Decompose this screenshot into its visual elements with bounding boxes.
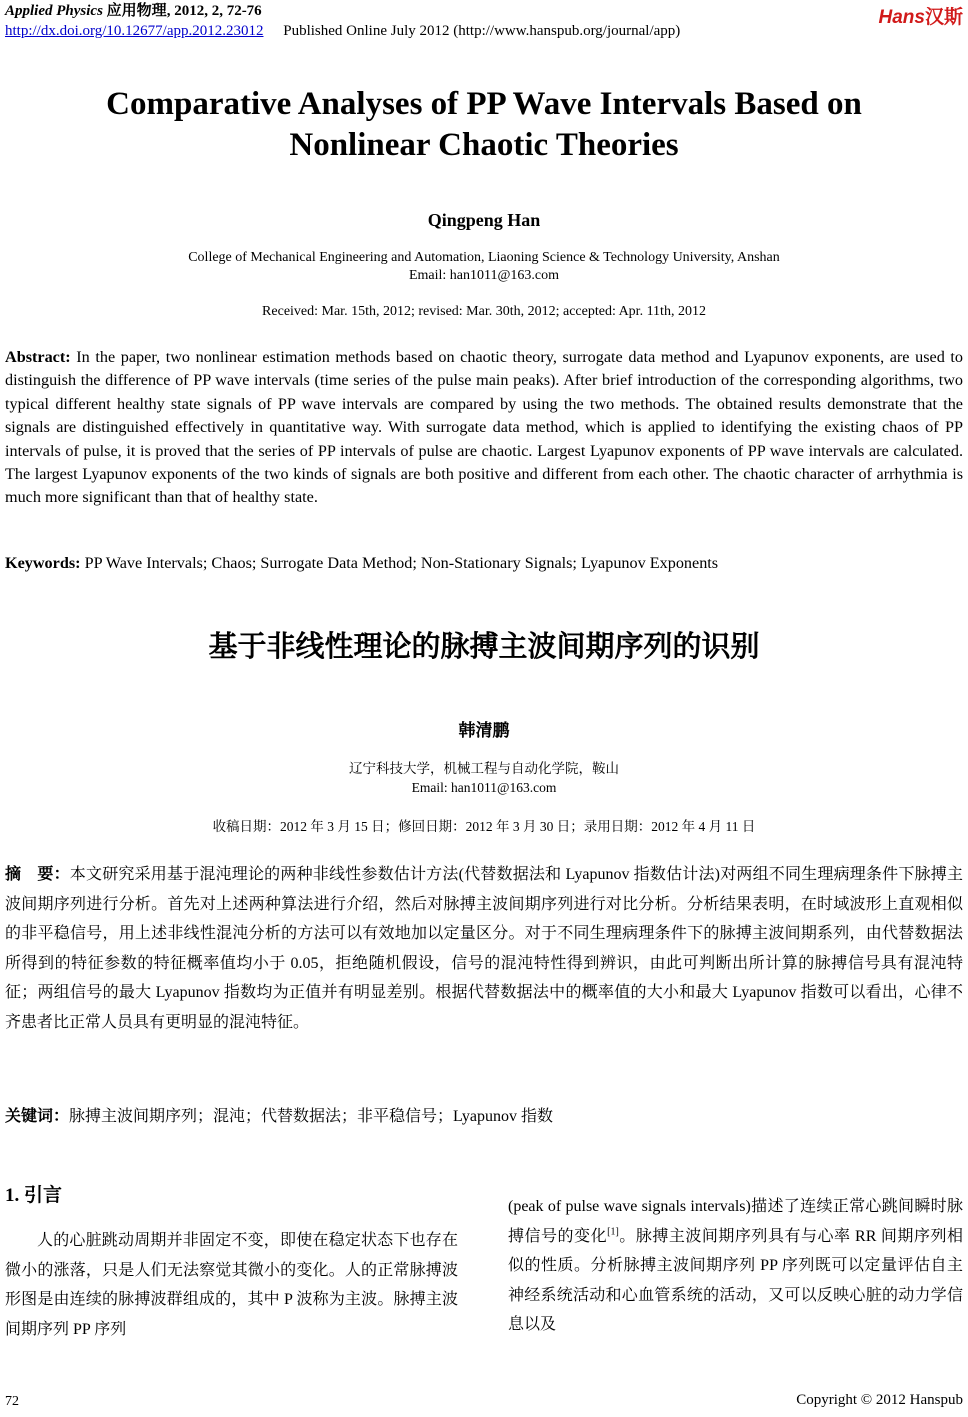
logo-text-cn: 汉斯: [924, 7, 963, 28]
keywords-label-cn: 关键词：: [5, 1106, 70, 1125]
body-column-right: [508, 1192, 963, 1340]
published-online: Published Online July 2012 (http://www.hanspub.org/journal/app): [283, 23, 681, 39]
keywords-text: PP Wave Intervals; Chaos; Surrogate Data Method; Non-Stationary Signals; Lyapunov Exponents: [84, 554, 719, 572]
author-name-cn: 韩清鹏: [458, 721, 510, 741]
body-right-text-b: 。脉搏主波间期序列具有与心率 RR 间期序列相似的性质。分析脉搏主波间期序列 PP 序列既可以定量评估自主神经系统活动和心血管系统的活动，又可以反映心脏的动力学信息以及: [508, 1227, 963, 1333]
keywords-label: Keywords:: [5, 554, 81, 572]
received-dates: Received: Mar. 15th, 2012; revised: Mar. 30th, 2012; accepted: Apr. 11th, 2012: [262, 304, 706, 319]
body-right-text-a: (peak of pulse wave signals intervals)描述了连续正常心跳间瞬时脉搏信号的变化: [508, 1198, 963, 1245]
abstract-en: [5, 346, 963, 510]
page-header: [5, 2, 963, 41]
title-line-1: Comparative Analyses of PP Wave Intervals Based on: [106, 86, 862, 122]
keywords-en: [5, 552, 963, 575]
journal-name: Applied Physics: [5, 3, 103, 19]
reference-marker[interactable]: [1]: [607, 1226, 619, 1238]
author-affiliation-cn: [0, 759, 968, 797]
author-email: Email: han1011@163.com: [408, 268, 559, 283]
section-number: 1.: [5, 1185, 20, 1206]
abstract-label: Abstract:: [5, 348, 71, 366]
abstract-cn: [5, 859, 963, 1037]
paper-title-cn: 基于非线性理论的脉搏主波间期序列的识别: [208, 629, 760, 663]
section-title: 引言: [24, 1184, 63, 1206]
section-heading: [5, 1180, 62, 1207]
doi-link[interactable]: http://dx.doi.org/10.12677/app.2012.23012: [5, 23, 264, 39]
journal-name-cn: 应用物理: [106, 3, 167, 19]
volume-info: , 2012, 2, 72-76: [166, 3, 262, 19]
author-email-cn: Email: han1011@163.com: [411, 780, 557, 795]
doi-line: [5, 22, 963, 41]
hans-logo: [879, 2, 963, 29]
logo-text-en: Hans: [878, 7, 925, 28]
page-number: 72: [5, 1394, 19, 1409]
journal-info: [5, 2, 963, 20]
copyright: Copyright © 2012 Hanspub: [796, 1392, 963, 1408]
affiliation-text: College of Mechanical Engineering and Automation, Liaoning Science & Technology University, Anshan: [188, 250, 780, 265]
paper-title: [0, 84, 968, 166]
keywords-text-cn: 脉搏主波间期序列；混沌；代替数据法；非平稳信号；Lyapunov 指数: [69, 1108, 554, 1125]
received-dates-cn: 收稿日期：2012 年 3 月 15 日；修回日期：2012 年 3 月 30 日；录用日期：2012 年 4 月 11 日: [212, 819, 756, 834]
author-name: Qingpeng Han: [427, 210, 541, 230]
body-column-left: 人的心脏跳动周期并非固定不变，即使在稳定状态下也存在微小的涨落，只是人们无法察觉其微小的变化。人的正常脉搏波形图是由连续的脉搏波群组成的，其中 P 波称为主波。脉搏主波间期序列 PP 序列: [5, 1232, 458, 1338]
abstract-label-cn: 摘 要：: [5, 864, 70, 883]
title-line-2: Nonlinear Chaotic Theories: [289, 127, 679, 163]
abstract-text-cn: 本文研究采用基于混沌理论的两种非线性参数估计方法(代替数据法和 Lyapunov 指数估计法)对两组不同生理病理条件下脉搏主波间期序列进行分析。首先对上述两种算法进行介绍，然后对脉搏主波间期序列进行对比分析。分析结果表明，在时域波形上直观相似的非平稳信号，用上述非线性混沌分析的方法可以有效地加以定量区分。对于不同生理病理条件下的脉搏主波间期系列，由代替数据法所得到的特征参数的特征概率值均小于 0.05，拒绝随机假设，信号的混沌特性得到辨识，由此可判断出所计算的脉搏信号具有混沌特征；两组信号的最大 Lyapunov 指数均为正值并有明显差别。根据代替数据法中的概率值的大小和最大 Lyapunov 指数可以看出，心律不齐患者比正常人员具有更明显的混沌特征。: [5, 866, 963, 1031]
keywords-cn: [5, 1104, 963, 1129]
abstract-text: In the paper, two nonlinear estimation methods based on chaotic theory, surrogate data method and Lyapunov exponents, are used to distinguish the difference of PP wave intervals (time series of the pulse main peaks). After brief introduction of the corresponding algorithms, two typical different healthy state signals of PP wave intervals are compared by using the two methods. The obtained results demonstrate that the signals are distinguished effectively in quantitative way. With surrogate data method, which is applied to identifying the existing chaos of PP intervals of pulse, it is proved that the series of PP intervals of pulse are chaotic. Largest Lyapunov exponents of PP wave intervals are calculated. The largest Lyapunov exponents of the two kinds of signals are both positive and different from each other. The chaotic character of arrhythmia is much more significant than that of healthy state.: [5, 348, 963, 507]
affiliation-text-cn: 辽宁科技大学，机械工程与自动化学院，鞍山: [349, 761, 619, 776]
author-affiliation: [0, 249, 968, 285]
